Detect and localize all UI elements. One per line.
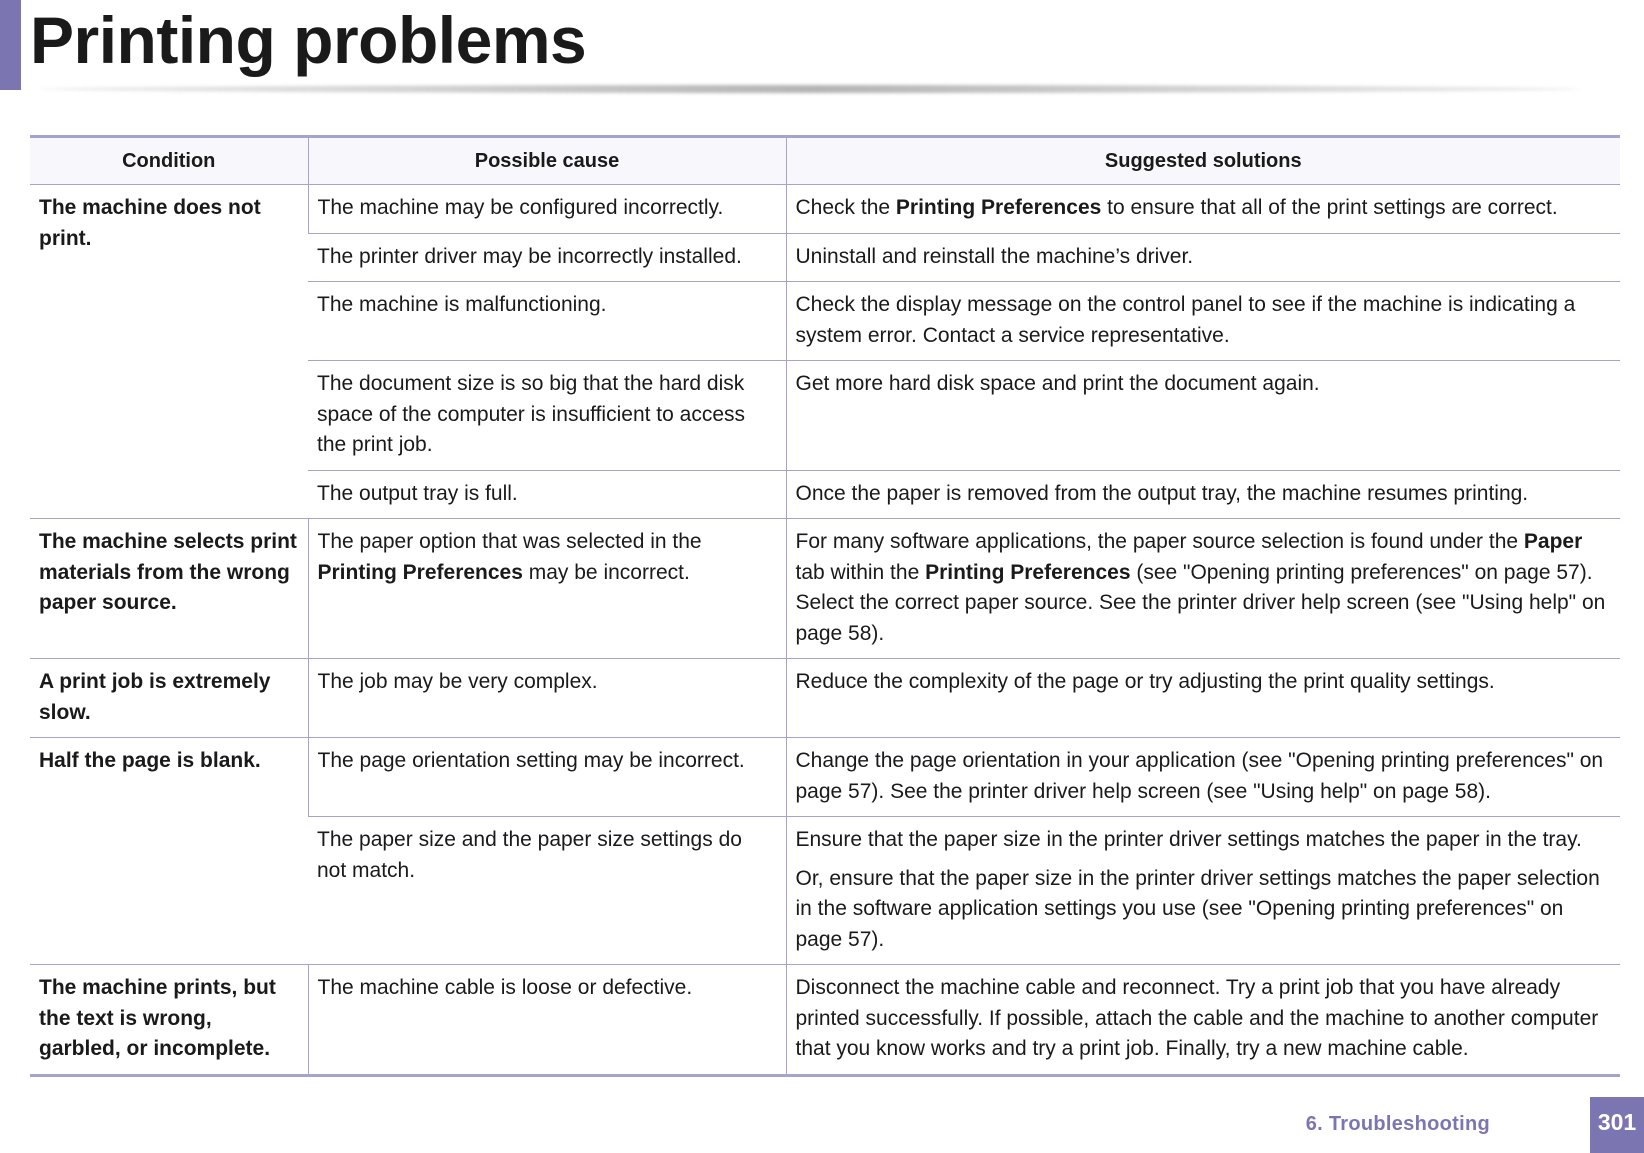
- footer-section-label: 6. Troubleshooting: [1305, 1113, 1490, 1135]
- page-number-badge: 301: [1590, 1097, 1644, 1153]
- troubleshooting-table: [30, 135, 1620, 1077]
- solution-emphasis: Printing Preferences: [925, 560, 1131, 584]
- table-row: [30, 185, 1620, 234]
- cause-cell: The machine cable is loose or defective.: [308, 965, 786, 1076]
- solution-cell: Uninstall and reinstall the machine’s driver.: [786, 233, 1620, 282]
- table-header-row: [30, 137, 1620, 185]
- cause-cell: The printer driver may be incorrectly installed.: [308, 233, 786, 282]
- cause-cell: The output tray is full.: [308, 470, 786, 519]
- header-possible-cause: Possible cause: [308, 137, 786, 185]
- cause-text: The paper option that was selected in the: [317, 530, 702, 553]
- solution-paragraph: Ensure that the paper size in the printer driver settings matches the paper in the tray.: [795, 828, 1582, 851]
- condition-cell: Half the page is blank.: [30, 738, 308, 965]
- header-suggested-solutions: Suggested solutions: [786, 137, 1620, 185]
- solution-text: (see "Opening printing preferences" on page 57). Select the correct paper source. See the printer driver help screen (see "Using help" on page 58).: [795, 560, 1606, 645]
- title-divider: [40, 85, 1580, 93]
- solution-cell: Check the display message on the control panel to see if the machine is indicating a system error. Contact a service representative.: [786, 282, 1620, 361]
- table-row: [30, 659, 1620, 738]
- cause-cell: The machine may be configured incorrectly.: [308, 185, 786, 234]
- cause-cell: The job may be very complex.: [308, 659, 786, 738]
- solution-cell: Disconnect the machine cable and reconnect. Try a print job that you have already printed successfully. If possible, attach the cable and the machine to another computer that you know works and try a print job. Finally, try a new machine cable.: [786, 965, 1620, 1076]
- solution-cell: Get more hard disk space and print the document again.: [786, 361, 1620, 471]
- solution-cell: Change the page orientation in your application (see "Opening printing preferences" on page 57). See the printer driver help screen (see "Using help" on page 58).: [786, 738, 1620, 817]
- cause-text: may be incorrect.: [522, 560, 690, 584]
- solution-text: Check the: [795, 196, 896, 219]
- cause-cell: The document size is so big that the hard disk space of the computer is insufficient to access the print job.: [308, 361, 786, 471]
- solution-text: For many software applications, the paper source selection is found under the: [795, 530, 1524, 553]
- solution-text: tab within the: [795, 560, 926, 584]
- solution-cell: [786, 817, 1620, 965]
- solution-cell: Reduce the complexity of the page or try adjusting the print quality settings.: [786, 659, 1620, 738]
- cause-emphasis: Printing Preferences: [317, 560, 523, 584]
- title-accent-bar: [0, 0, 21, 90]
- page-title: Printing problems: [30, 3, 587, 77]
- solution-paragraph: Or, ensure that the paper size in the printer driver settings matches the paper selection in the software application settings you use (see "Opening printing preferences" on page 57).: [795, 866, 1600, 951]
- solution-emphasis: Printing Preferences: [895, 196, 1102, 219]
- table-row: [30, 738, 1620, 817]
- solution-cell: [786, 185, 1620, 234]
- table-row: [30, 519, 1620, 659]
- solution-cell: Once the paper is removed from the output tray, the machine resumes printing.: [786, 470, 1620, 519]
- condition-cell: The machine prints, but the text is wrong, garbled, or incomplete.: [30, 965, 308, 1076]
- condition-cell: The machine selects print materials from the wrong paper source.: [30, 519, 308, 659]
- cause-cell: [308, 519, 786, 659]
- header-condition: Condition: [30, 137, 308, 185]
- solution-emphasis: Paper: [1523, 530, 1583, 553]
- condition-cell: A print job is extremely slow.: [30, 659, 308, 738]
- solution-text: to ensure that all of the print settings are correct.: [1101, 196, 1558, 219]
- table-row: [30, 965, 1620, 1076]
- solution-cell: [786, 519, 1620, 659]
- cause-cell: The machine is malfunctioning.: [308, 282, 786, 361]
- cause-cell: The paper size and the paper size settings do not match.: [308, 817, 786, 965]
- condition-cell: The machine does not print.: [30, 185, 308, 519]
- cause-cell: The page orientation setting may be incorrect.: [308, 738, 786, 817]
